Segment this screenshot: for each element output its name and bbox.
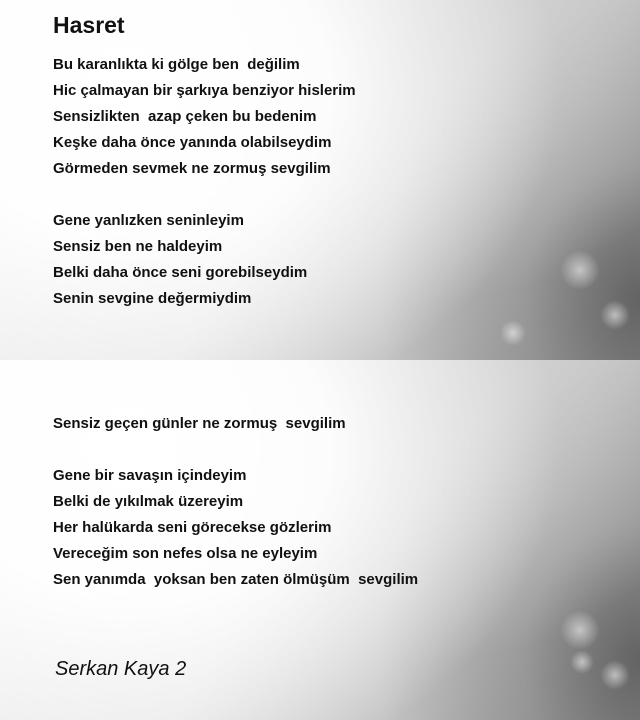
bokeh-light [560,250,600,290]
poem-line: Gene yanlızken seninleyim [53,212,244,229]
poem-line: Sensizlikten azap çeken bu bedenim [53,108,317,125]
poem-line: Keşke daha önce yanında olabilseydim [53,134,332,151]
poem-line: Hic çalmayan bir şarkıya benziyor hislerim [53,82,356,99]
poem-line: Belki de yıkılmak üzereyim [53,493,244,510]
poem-line: Belki daha önce seni gorebilseydim [53,264,308,281]
poem-line: Bu karanlıkta ki gölge ben değilim [53,56,300,73]
bokeh-light [500,320,526,346]
poem-stanza-2 [53,208,307,312]
poem-stanza-4 [53,463,418,593]
poem-line: Senin sevgine değermiydim [53,290,252,307]
bokeh-light [560,610,600,650]
poem-author: Serkan Kaya 2 [55,658,187,680]
poem-line: Sensiz geçen günler ne zormuş sevgilim [53,415,346,432]
poem-line: Gene bir savaşın içindeyim [53,467,247,484]
poem-line: Sensiz ben ne haldeyim [53,238,223,255]
bokeh-light [600,660,630,690]
poem-card-bottom [0,360,640,720]
poem-line: Görmeden sevmek ne zormuş sevgilim [53,160,331,177]
poem-stanza-1 [53,52,356,182]
poem-line: Vereceğim son nefes olsa ne eyleyim [53,545,318,562]
poem-line: Her halükarda seni görecekse gözlerim [53,519,332,536]
poem-stanza-3 [53,411,346,437]
bokeh-light [600,300,630,330]
poem-title: Hasret [53,12,125,38]
poem-line: Sen yanımda yoksan ben zaten ölmüşüm sevgilim [53,571,419,588]
bokeh-light [570,650,594,674]
